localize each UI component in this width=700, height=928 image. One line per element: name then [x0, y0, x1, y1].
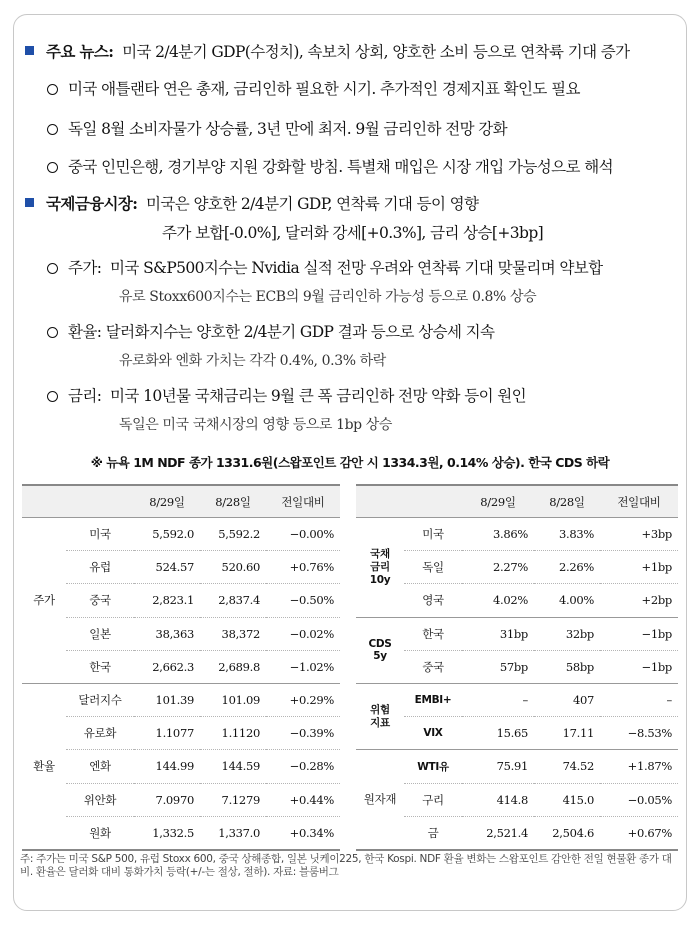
value-change: −8.53%: [600, 717, 678, 750]
value-change: +0.67%: [600, 816, 678, 850]
value-current: 7.0970: [134, 783, 200, 816]
value-change: –: [600, 683, 678, 716]
table-row: [22, 617, 340, 650]
table-row: [22, 551, 340, 584]
value-previous: 2,504.6: [534, 816, 600, 850]
ndf-note: ※ 뉴욕 1M NDF 종가 1331.6원(스왑포인트 감안 시 1334.3원, 0.14% 상승). 한국 CDS 하락: [90, 455, 610, 470]
header-change: 전일대비: [600, 485, 678, 518]
value-change: +0.76%: [266, 551, 340, 584]
intl-market-summary: 주가 보합[-0.0%], 달러화 강세[+0.3%], 금리 상승[+3bp]: [162, 224, 544, 242]
footnote: 주: 주가는 미국 S&P 500, 유럽 Stoxx 600, 중국 상해종합, 일본 닛케이225, 한국 Kospi. NDF 환율 변화는 스왑포인트 감안한 전일 현물환 종가 대비. 환율은 달러화 대비 통화가치 등락(+/-는 절상, 절하). 자료: 블룸버그: [20, 853, 672, 878]
table-row: [356, 551, 678, 584]
news-item-1: 미국 애틀랜타 연은 총재, 금리인하 필요한 시기. 추가적인 경제지표 확인도 필요: [47, 77, 580, 99]
table-row: [356, 584, 678, 617]
row-name: 위안화: [66, 783, 134, 816]
bullet-intl-market: 국제금융시장: 미국은 양호한 2/4분기 GDP, 연착륙 기대 등이 영향: [25, 192, 478, 214]
row-name: VIX: [404, 717, 462, 750]
circle-bullet-icon: [47, 124, 58, 135]
table-row: [356, 617, 678, 650]
row-name: 중국: [404, 650, 462, 683]
value-previous: 74.52: [534, 750, 600, 783]
value-previous: 58bp: [534, 650, 600, 683]
circle-bullet-icon: [47, 162, 58, 173]
value-current: 3.86%: [462, 518, 534, 551]
value-previous: 520.60: [200, 551, 266, 584]
row-name: 달러지수: [66, 683, 134, 716]
row-name: 한국: [404, 617, 462, 650]
square-bullet-icon: [25, 198, 34, 207]
rate-sub: 독일은 미국 국채시장의 영향 등으로 1bp 상승: [119, 417, 393, 433]
value-previous: 2,837.4: [200, 584, 266, 617]
header-date-2: 8/28일: [200, 485, 266, 518]
value-change: +1.87%: [600, 750, 678, 783]
table-row: [356, 750, 678, 783]
header-date-1: 8/29일: [462, 485, 534, 518]
value-current: 2,521.4: [462, 816, 534, 850]
row-name: 원화: [66, 816, 134, 850]
value-current: 1.1077: [134, 717, 200, 750]
category-label: 원자재: [356, 750, 404, 850]
header-date-1: 8/29일: [134, 485, 200, 518]
value-previous: 2.26%: [534, 551, 600, 584]
rate-item: 금리: 미국 10년물 국채금리는 9월 큰 폭 금리인하 전망 약화 등이 원인: [47, 384, 526, 406]
row-name: 영국: [404, 584, 462, 617]
table-row: [356, 683, 678, 716]
table-row: [356, 650, 678, 683]
value-change: +0.44%: [266, 783, 340, 816]
table-row: [22, 783, 340, 816]
value-change: −0.28%: [266, 750, 340, 783]
value-current: 4.02%: [462, 584, 534, 617]
header-date-2: 8/28일: [534, 485, 600, 518]
stock-sub: 유로 Stoxx600지수는 ECB의 9월 금리인하 가능성 등으로 0.8% 상승: [119, 289, 537, 305]
value-change: +0.29%: [266, 683, 340, 716]
value-change: −1.02%: [266, 650, 340, 683]
value-previous: 38,372: [200, 617, 266, 650]
row-name: 미국: [404, 518, 462, 551]
category-label: 환율: [22, 683, 66, 849]
fx-item: 환율: 달러화지수는 양호한 2/4분기 GDP 결과 등으로 상승세 지속: [47, 320, 494, 342]
value-current: 57bp: [462, 650, 534, 683]
value-previous: 1.1120: [200, 717, 266, 750]
value-current: 1,332.5: [134, 816, 200, 850]
fx-sub: 유로화와 엔화 가치는 각각 0.4%, 0.3% 하락: [119, 353, 386, 369]
category-label: 주가: [22, 518, 66, 684]
category-label: 국채 금리 10y: [356, 518, 404, 618]
row-name: 독일: [404, 551, 462, 584]
table-row: [356, 816, 678, 850]
value-current: 2.27%: [462, 551, 534, 584]
news-item-2: 독일 8월 소비자물가 상승률, 3년 만에 최저. 9월 금리인하 전망 강화: [47, 117, 507, 139]
value-previous: 1,337.0: [200, 816, 266, 850]
row-name: 금: [404, 816, 462, 850]
value-previous: 101.09: [200, 683, 266, 716]
value-previous: 32bp: [534, 617, 600, 650]
circle-bullet-icon: [47, 327, 58, 338]
value-current: –: [462, 683, 534, 716]
value-previous: 4.00%: [534, 584, 600, 617]
value-current: 101.39: [134, 683, 200, 716]
left-market-table: [22, 484, 340, 851]
news-item-3: 중국 인민은행, 경기부양 지원 강화할 방침. 특별채 매입은 시장 개입 가능성으로 해석: [47, 155, 613, 177]
value-current: 414.8: [462, 783, 534, 816]
value-change: −0.05%: [600, 783, 678, 816]
value-previous: 7.1279: [200, 783, 266, 816]
value-current: 524.57: [134, 551, 200, 584]
value-previous: 144.59: [200, 750, 266, 783]
row-name: 중국: [66, 584, 134, 617]
stock-item: 주가: 미국 S&P500지수는 Nvidia 실적 전망 우려와 연착륙 기대 맞물리며 약보합: [47, 256, 603, 278]
category-label: 위험 지표: [356, 683, 404, 749]
value-current: 31bp: [462, 617, 534, 650]
value-previous: 5,592.2: [200, 518, 266, 551]
table-row: [356, 717, 678, 750]
right-market-table: [356, 484, 678, 851]
value-previous: 3.83%: [534, 518, 600, 551]
row-name: 유로화: [66, 717, 134, 750]
value-change: −1bp: [600, 650, 678, 683]
table-row: [22, 584, 340, 617]
value-current: 5,592.0: [134, 518, 200, 551]
circle-bullet-icon: [47, 84, 58, 95]
table-row: [22, 683, 340, 716]
value-change: +3bp: [600, 518, 678, 551]
value-change: −0.39%: [266, 717, 340, 750]
value-current: 144.99: [134, 750, 200, 783]
bullet-main-news: 주요 뉴스: 미국 2/4분기 GDP(수정치), 속보치 상회, 양호한 소비 등으로 연착륙 기대 증가: [25, 40, 630, 62]
table-row: [22, 650, 340, 683]
table-row: [22, 750, 340, 783]
table-row: [22, 717, 340, 750]
value-change: +0.34%: [266, 816, 340, 850]
value-change: +2bp: [600, 584, 678, 617]
header-change: 전일대비: [266, 485, 340, 518]
value-current: 2,823.1: [134, 584, 200, 617]
row-name: 한국: [66, 650, 134, 683]
row-name: 엔화: [66, 750, 134, 783]
circle-bullet-icon: [47, 263, 58, 274]
table-row: [22, 816, 340, 850]
row-name: EMBI+: [404, 683, 462, 716]
row-name: WTI유: [404, 750, 462, 783]
value-previous: 2,689.8: [200, 650, 266, 683]
table-row: [22, 518, 340, 551]
value-previous: 17.11: [534, 717, 600, 750]
value-previous: 407: [534, 683, 600, 716]
value-current: 2,662.3: [134, 650, 200, 683]
square-bullet-icon: [25, 46, 34, 55]
value-previous: 415.0: [534, 783, 600, 816]
row-name: 일본: [66, 617, 134, 650]
table-row: [356, 783, 678, 816]
row-name: 미국: [66, 518, 134, 551]
value-change: −0.00%: [266, 518, 340, 551]
category-label: CDS 5y: [356, 617, 404, 683]
value-current: 75.91: [462, 750, 534, 783]
table-row: [356, 518, 678, 551]
row-name: 구리: [404, 783, 462, 816]
circle-bullet-icon: [47, 391, 58, 402]
value-change: −0.50%: [266, 584, 340, 617]
row-name: 유럽: [66, 551, 134, 584]
value-change: −0.02%: [266, 617, 340, 650]
value-change: +1bp: [600, 551, 678, 584]
value-change: −1bp: [600, 617, 678, 650]
value-current: 15.65: [462, 717, 534, 750]
value-current: 38,363: [134, 617, 200, 650]
